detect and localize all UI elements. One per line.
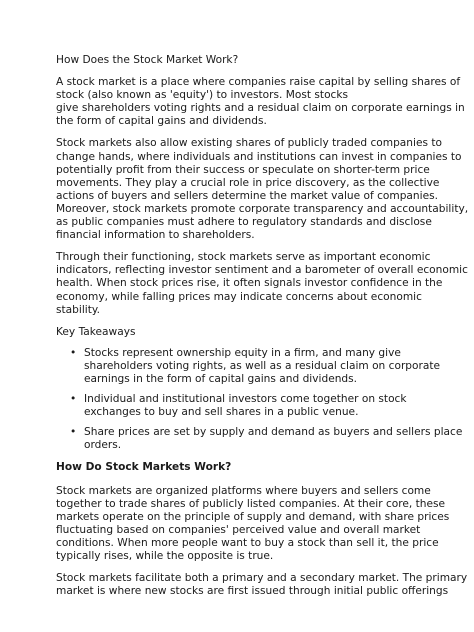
text-line: Moreover, stock markets promote corporate transparency and accountability,: [56, 202, 469, 215]
text-line: Stock markets facilitate both a primary and a secondary market. The primary: [56, 572, 468, 585]
text-line: give shareholders voting rights and a residual claim on corporate earnings in: [56, 102, 465, 115]
text-line: shareholders voting rights, as well as a residual claim on corporate: [84, 359, 441, 372]
document-title: How Does the Stock Market Work?: [56, 54, 239, 66]
text-line: change hands, where individuals and institutions can invest in companies to: [56, 150, 462, 163]
text-line: conditions. When more people want to buy a stock than sell it, the price: [56, 536, 439, 549]
text-line: the form of capital gains and dividends.: [56, 115, 267, 128]
text-line: typically rises, while the opposite is true.: [56, 550, 274, 562]
text-line: as public companies must adhere to regulatory standards and disclose: [56, 216, 432, 229]
text-line: Share prices are set by supply and demand as buyers and sellers place: [84, 426, 463, 439]
takeaway-item: [70, 346, 441, 386]
intro-paragraph: [56, 76, 465, 128]
document-page: [56, 54, 469, 607]
secondary-trading-paragraph: [56, 137, 469, 242]
section-heading: How Do Stock Markets Work?: [56, 461, 232, 474]
how-markets-work-paragraph: [56, 484, 450, 564]
text-line: exchanges to buy and sell shares in a public venue.: [84, 406, 359, 419]
text-line: A stock market is a place where companies raise capital by selling shares of: [56, 76, 461, 89]
bullet-icon: •: [70, 426, 77, 439]
text-line: potentially profit from their success or speculate on shorter-term price: [56, 163, 430, 176]
text-line: earnings in the form of capital gains and dividends.: [84, 372, 358, 385]
text-line: stability.: [56, 303, 100, 316]
text-line: Stocks represent ownership equity in a firm, and many give: [84, 346, 401, 359]
text-line: economy, while falling prices may indicate concerns about economic: [56, 290, 422, 303]
key-takeaways-list: [56, 346, 463, 453]
text-line: stock (also known as 'equity') to investors. Most stocks: [56, 89, 349, 102]
text-line: fluctuating based on companies' perceived value and overall market: [56, 523, 421, 536]
takeaway-item: [70, 426, 463, 452]
text-line: together to trade shares of publicly listed companies. At their core, these: [56, 497, 446, 510]
text-line: Stock markets are organized platforms where buyers and sellers come: [56, 484, 431, 497]
text-line: Through their functioning, stock markets serve as important economic: [56, 251, 431, 264]
text-line: Stock markets also allow existing shares of publicly traded companies to: [56, 137, 442, 150]
text-line: markets operate on the principle of supply and demand, with share prices: [56, 510, 450, 523]
takeaway-item: [70, 393, 426, 419]
indicators-paragraph: [56, 251, 468, 316]
key-takeaways-label: Key Takeaways: [56, 325, 136, 338]
text-line: financial information to shareholders.: [56, 229, 255, 242]
text-line: market is where new stocks are first issued through initial public offerings: [56, 585, 449, 598]
primary-secondary-paragraph: [56, 572, 468, 598]
text-line: indicators, reflecting investor sentiment and a barometer of overall economic: [56, 264, 468, 277]
text-line: orders.: [84, 439, 122, 452]
text-line: movements. They play a crucial role in price discovery, as the collective: [56, 176, 440, 189]
text-line: Individual and institutional investors come together on stock: [84, 393, 407, 406]
bullet-icon: •: [70, 346, 77, 359]
text-line: actions of buyers and sellers determine the market value of companies.: [56, 189, 438, 202]
text-line: health. When stock prices rise, it often signals investor confidence in the: [56, 277, 443, 290]
bullet-icon: •: [70, 393, 77, 406]
